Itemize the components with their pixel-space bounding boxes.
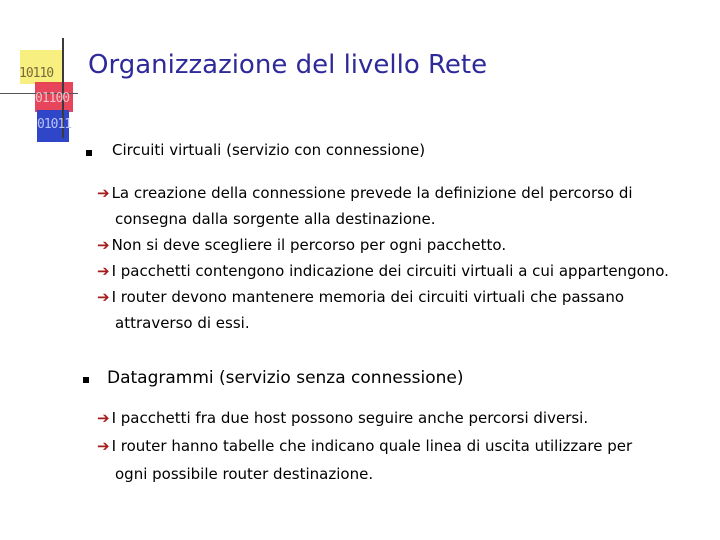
list-item-text: Non si deve scegliere il percorso per ogni pacchetto. (111, 236, 507, 254)
section1-heading: Circuiti virtuali (servizio con connessione) (112, 141, 426, 159)
arrow-right-icon: ➔ (97, 437, 110, 455)
logo-bits-1: 10110 (19, 66, 54, 81)
list-item (97, 404, 632, 432)
list-item-text: I pacchetti fra due host possono seguire anche percorsi diversi. (111, 409, 589, 427)
arrow-right-icon: ➔ (97, 288, 110, 306)
slide-title: Organizzazione del livello Rete (88, 50, 488, 80)
arrow-right-icon: ➔ (97, 409, 110, 427)
logo-bits-3: 01011 (37, 117, 72, 132)
list-item-text: La creazione della connessione prevede la definizione del percorso di (111, 184, 633, 202)
arrow-right-icon: ➔ (97, 236, 110, 254)
bullet-square-icon (86, 150, 92, 156)
list-item-text: I router hanno tabelle che indicano quale linea di uscita utilizzare per (111, 437, 633, 455)
list-item-continuation: ogni possibile router destinazione. (115, 465, 374, 483)
section2-list (97, 404, 632, 488)
list-item (97, 432, 632, 460)
list-item (97, 232, 669, 258)
list-item-text: I pacchetti contengono indicazione dei circuiti virtuali a cui appartengono. (111, 262, 669, 280)
arrow-right-icon: ➔ (97, 184, 110, 202)
list-item-continuation: attraverso di essi. (115, 314, 250, 332)
arrow-right-icon: ➔ (97, 262, 110, 280)
section1-list (97, 180, 669, 336)
slide-logo (0, 0, 100, 150)
list-item (97, 258, 669, 284)
list-item-text: I router devono mantenere memoria dei circuiti virtuali che passano (111, 288, 625, 306)
bullet-square-icon (83, 377, 89, 383)
section2-heading: Datagrammi (servizio senza connessione) (107, 368, 464, 388)
list-item (97, 180, 669, 206)
list-item-continuation: consegna dalla sorgente alla destinazione. (115, 210, 436, 228)
logo-bits-2: 01100 (35, 91, 70, 106)
list-item (97, 284, 669, 310)
